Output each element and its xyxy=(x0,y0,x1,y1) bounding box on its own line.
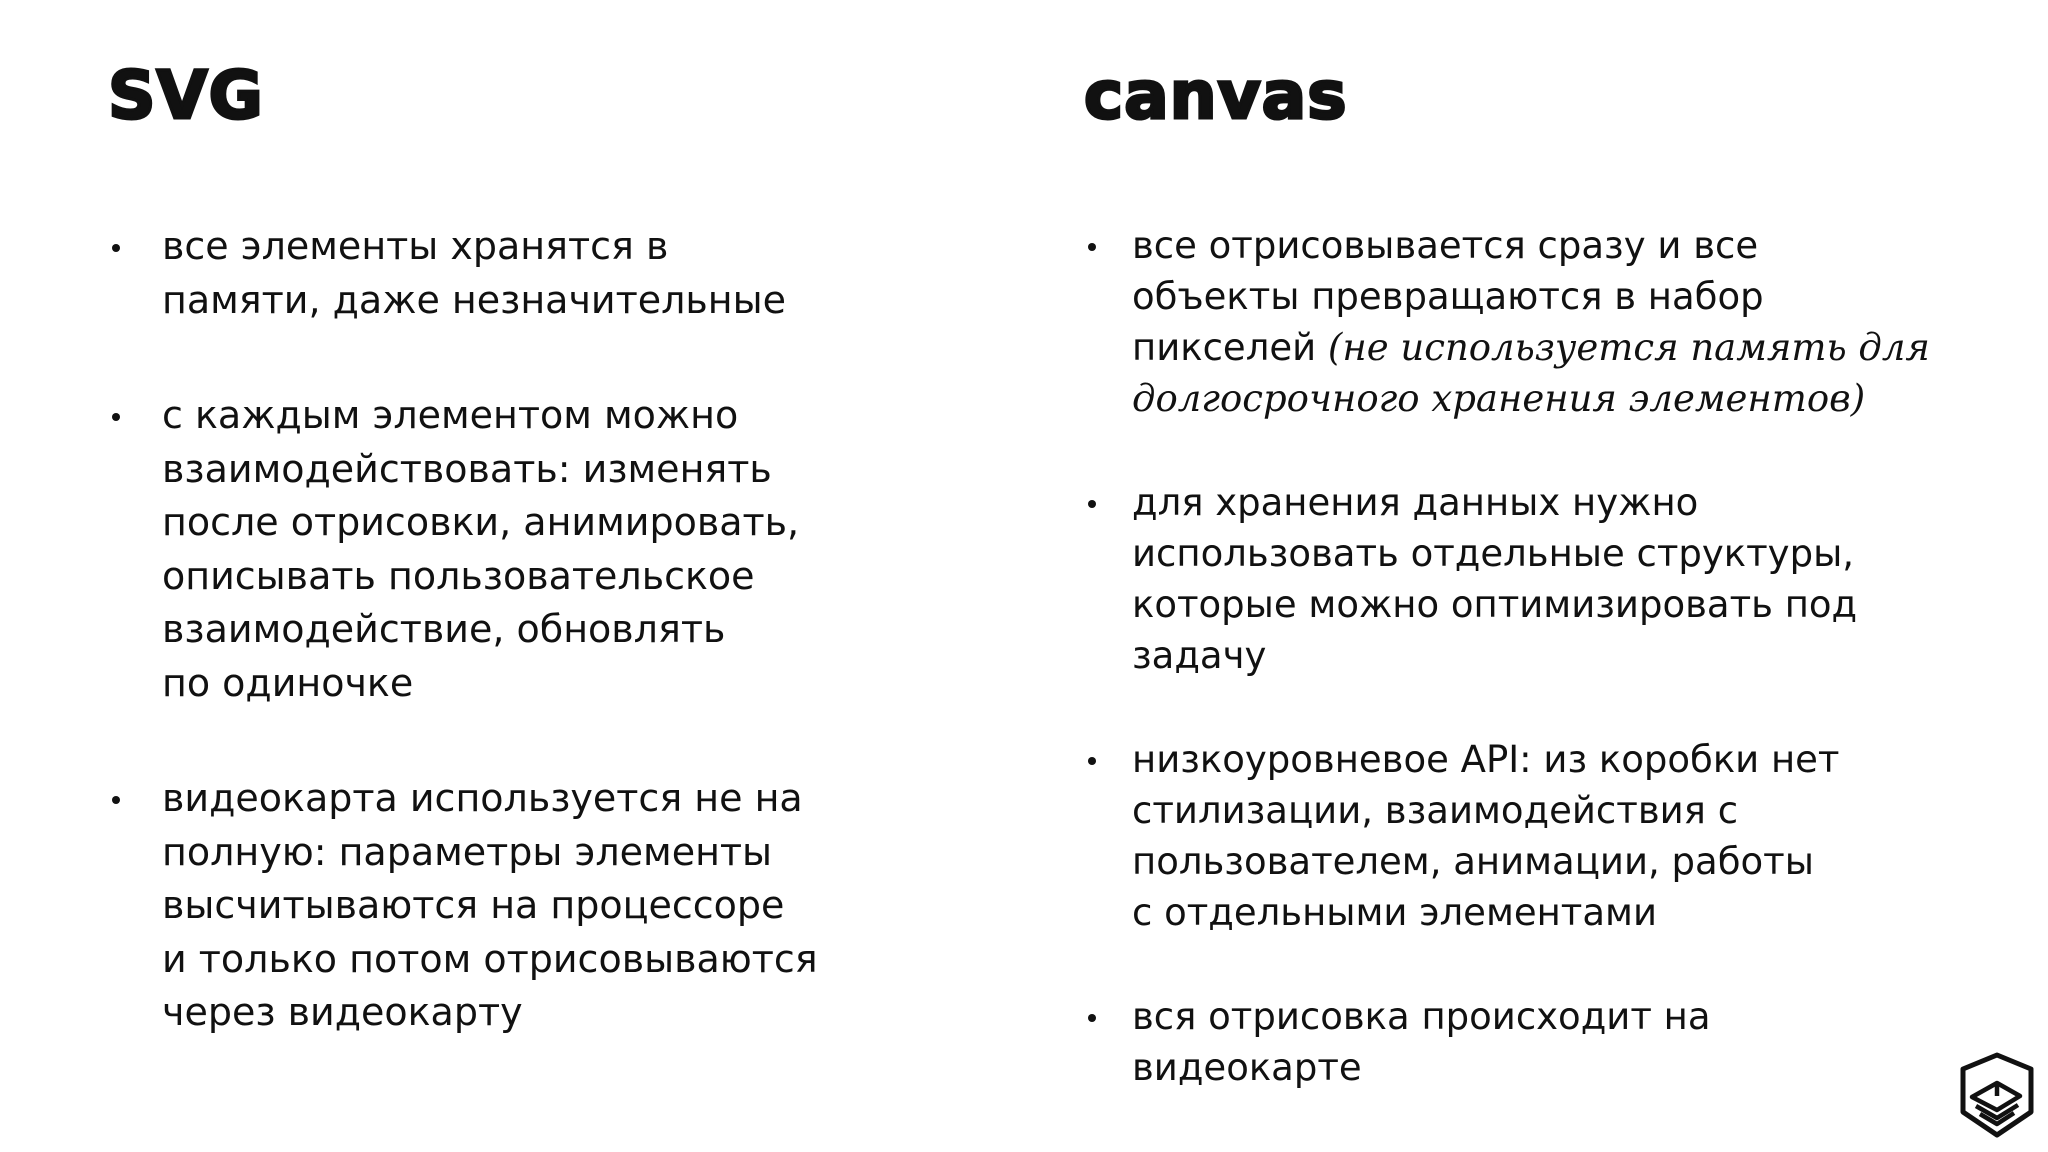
bullet-line: объекты превращаются в набор xyxy=(1132,275,1764,318)
bullet-line: видеокарте xyxy=(1132,1046,1362,1089)
bullet-line: для хранения данных нужно xyxy=(1132,481,1699,524)
svg-heading: SVG xyxy=(108,57,264,134)
canvas-bullet-low-level-api xyxy=(1084,734,1984,938)
bullet-dot-icon xyxy=(112,796,120,804)
bullet-line: все элементы хранятся в xyxy=(162,224,669,268)
svg-bullet-gpu xyxy=(108,772,988,1040)
bullet-line: с отдельными элементами xyxy=(1132,891,1657,934)
bullet-line: которые можно оптимизировать под xyxy=(1132,583,1858,626)
canvas-bullet-data-structures xyxy=(1084,477,1984,681)
bullet-line-italic: долгосрочного хранения элементов) xyxy=(1132,377,1866,420)
canvas-heading: canvas xyxy=(1084,57,1348,134)
bullet-dot-icon xyxy=(112,413,120,421)
canvas-bullet-pixels xyxy=(1084,220,1984,424)
bullet-text-italic: (не используется память для xyxy=(1327,326,1930,369)
bullet-line: с каждым элементом можно xyxy=(162,393,739,437)
bullet-line: памяти, даже незначительные xyxy=(162,277,787,322)
bullet-line: полную: параметры элементы xyxy=(162,829,773,874)
bullet-line: низкоуровневое API: из коробки нет xyxy=(1132,738,1840,781)
svg-bullet-memory xyxy=(108,220,988,327)
bullet-dot-icon xyxy=(1088,1014,1096,1022)
bullet-line: стилизации, взаимодействия с xyxy=(1132,789,1739,832)
canvas-bullet-gpu xyxy=(1084,991,1984,1093)
canvas-bullet-list xyxy=(1084,220,1984,1093)
bullet-line: использовать отдельные структуры, xyxy=(1132,532,1855,575)
bullet-line: взаимодействие, обновлять xyxy=(162,607,726,651)
bullet-line: и только потом отрисовываются xyxy=(162,936,818,981)
svg-bullet-interaction xyxy=(108,389,988,710)
hexagon-book-logo-icon xyxy=(1960,1052,2034,1138)
bullet-line: описывать пользовательское xyxy=(162,553,755,598)
bullet-line: высчитываются на процессоре xyxy=(162,883,785,927)
bullet-line: через видеокарту xyxy=(162,990,523,1034)
bullet-line: взаимодействовать: изменять xyxy=(162,446,772,491)
bullet-dot-icon xyxy=(1088,500,1096,508)
bullet-line: все отрисовывается сразу и все xyxy=(1132,224,1759,267)
bullet-line: после отрисовки, анимировать, xyxy=(162,500,800,544)
bullet-line: по одиночке xyxy=(162,660,414,705)
bullet-line xyxy=(1132,322,1984,373)
bullet-dot-icon xyxy=(112,244,120,252)
bullet-text-plain: пикселей xyxy=(1132,326,1328,369)
bullet-line: вся отрисовка происходит на xyxy=(1132,995,1711,1038)
bullet-line: пользователем, анимации, работы xyxy=(1132,840,1814,883)
bullet-line: видеокарта используется не на xyxy=(162,776,803,820)
bullet-dot-icon xyxy=(1088,757,1096,765)
bullet-line: задачу xyxy=(1132,634,1267,677)
svg-bullet-list xyxy=(108,220,988,1040)
bullet-dot-icon xyxy=(1088,243,1096,251)
